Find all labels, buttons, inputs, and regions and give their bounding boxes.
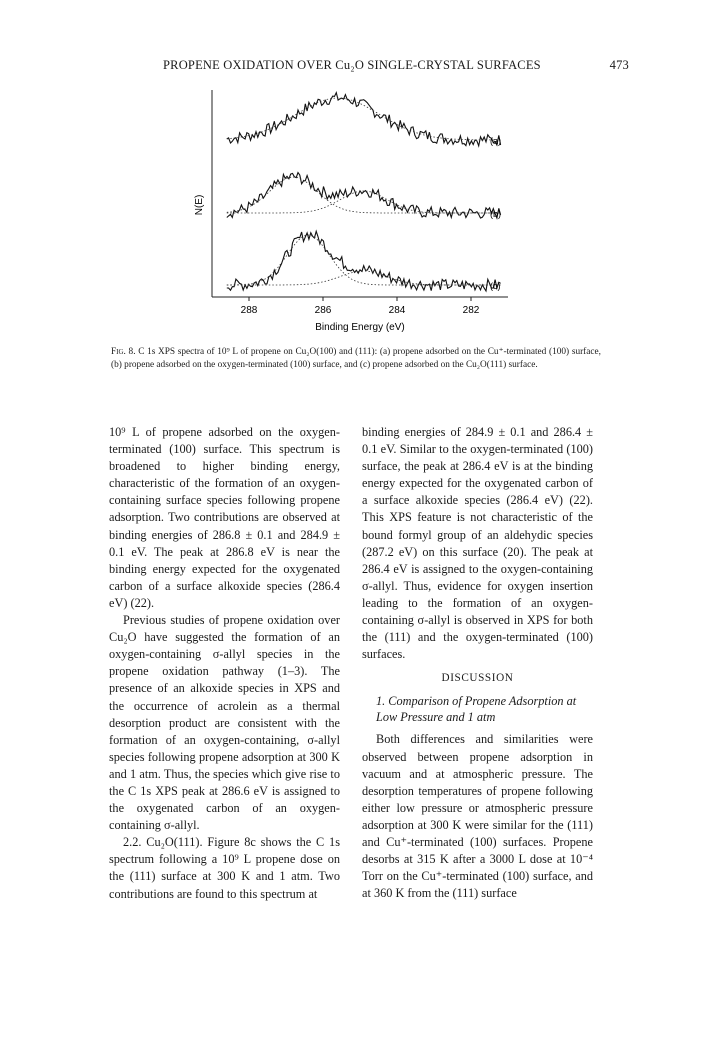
y-axis-label: N(E) xyxy=(194,194,205,216)
left-column xyxy=(109,424,340,903)
subsection-heading-line-2: Low Pressure and 1 atm xyxy=(376,710,496,725)
xps-spectra-chart xyxy=(190,85,520,335)
trace-label: (b) xyxy=(490,209,501,219)
running-header xyxy=(163,58,629,74)
section-heading: DISCUSSION xyxy=(441,672,514,685)
trace-label: (a) xyxy=(490,136,501,146)
figure-caption xyxy=(111,346,601,371)
spectrum-trace xyxy=(227,93,501,146)
spectrum-trace xyxy=(227,231,501,291)
left-paragraph-1: 10⁹ L of propene adsorbed on the oxygen-terminated (100) surface. This spectrum is broadened to higher binding energy, characteristic of the formation of an oxygen-containing surface species following propene adsorption. Two contributions are observed at binding energies of 286.8 ± 0.1 and 284.9 ± 0.1 eV. The peak at 286.8 eV is near the binding energy expected for the oxygenated carbon of a surface alkoxide species (286.4 eV) (22). xyxy=(109,425,340,610)
page-number: 473 xyxy=(609,58,629,72)
fitted-component xyxy=(227,98,501,140)
x-tick-label: 282 xyxy=(462,305,480,316)
x-tick-label: 286 xyxy=(314,305,332,316)
xps-figure xyxy=(190,85,520,335)
right-paragraph-2: Both differences and similarities were observed between propene adsorption in vacuum and at atmospheric pressure. The desorption temperatures of propene following either low pressure or atmospheric pressure adsorption at 300 K were similar for the (111) and Cu⁺-terminated (100) surfaces. Propene desorbs at 315 K after a 3000 L dose at 10⁻⁴ Torr on the Cu⁺-terminated (100) surface, and at 360 K from the (111) surface xyxy=(362,732,593,901)
trace-label: (c) xyxy=(490,281,501,291)
left-paragraph-2: Previous studies of propene oxidation over Cu₂O have suggested the formation of an oxygen-containing σ-allyl species in the propene oxidation pathway (1–3). The presence of an alkoxide species in XPS and the occurrence of acrolein as a thermal desorption product are consistent with the formation of an oxygen-containing, σ-allyl species following propene adsorption at 300 K and 1 atm. Thus, the species which give rise to the C 1s XPS peak at 286.6 eV is assigned to the oxygenated carbon of an oxygen-containing σ-allyl. xyxy=(109,613,340,833)
spectrum-trace xyxy=(227,173,501,218)
x-tick-label: 288 xyxy=(240,305,258,316)
right-column xyxy=(362,424,593,902)
running-title: PROPENE OXIDATION OVER Cu₂O SINGLE-CRYSTAL SURFACES xyxy=(163,58,541,72)
fitted-component xyxy=(227,191,501,213)
x-axis-label: Binding Energy (eV) xyxy=(315,322,405,333)
x-tick-label: 284 xyxy=(388,305,406,316)
right-paragraph-1: binding energies of 284.9 ± 0.1 and 286.4 ± 0.1 eV. Similar to the oxygen-terminated (100) surface, the peak at 286.4 eV is at the binding energy expected for the oxygenated carbon of a surface alkoxide species (286.4 eV) (22). This XPS feature is not characteristic of the bound formyl group of an aldehydic species (287.2 eV) on this surface (20). The peak at 286.4 eV is assigned to the oxygen-containing σ-allyl. Thus, evidence for oxygen insertion leading to the formation of an oxygen-containing σ-allyl is observed in XPS for both the (111) and the oxygen-terminated (100) surfaces. xyxy=(362,425,593,662)
fitted-component xyxy=(227,235,501,285)
subsection-heading-line-1: 1. Comparison of Propene Adsorption at xyxy=(376,694,577,709)
caption-label: Fig. 8. xyxy=(111,347,136,357)
fitted-component xyxy=(227,271,501,285)
left-paragraph-3: 2.2. Cu₂O(111). Figure 8c shows the C 1s spectrum following a 10⁹ L propene dose on the (111) surface at 300 K and 1 atm. Two contributions are found to this spectrum at xyxy=(109,835,340,901)
subsection-heading xyxy=(362,693,593,725)
caption-text: C 1s XPS spectra of 10⁹ L of propene on Cu₂O(100) and (111): (a) propene adsorbed on the Cu⁺-terminated (100) surface, (b) propene adsorbed on the oxygen-terminated (100) surface, and (c) propene adsorbed on the Cu₂O(111) surface. xyxy=(111,347,601,370)
x-ticks xyxy=(241,297,480,316)
fitted-component xyxy=(227,177,501,213)
trace-group xyxy=(227,93,501,291)
